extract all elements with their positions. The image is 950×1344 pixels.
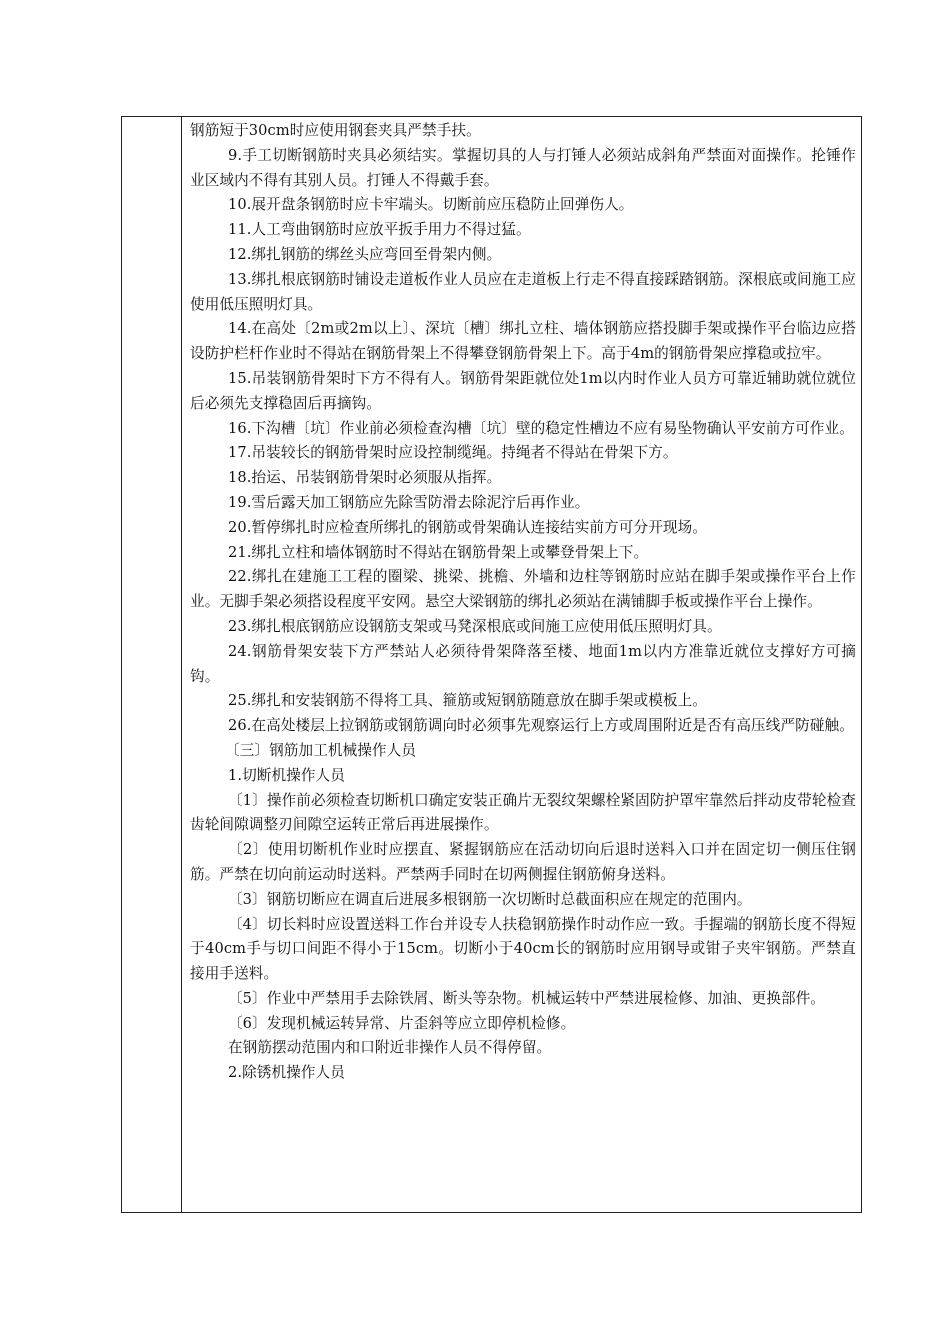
paragraph: 16.下沟槽〔坑〕作业前必须检查沟槽〔坑〕壁的稳定性槽边不应有易坠物确认平安前方可作业。 — [227, 419, 854, 437]
paragraph: 13.绑扎根底钢筋时铺设走道板作业人员应在走道板上行走不得直接踩踏钢筋。深根底或间施工应使用低压照明灯具。 — [190, 270, 856, 313]
paragraph: 11.人工弯曲钢筋时应放平扳手用力不得过猛。 — [227, 221, 531, 239]
paragraph: 17.吊装较长的钢筋骨架时应设控制缆绳。持绳者不得站在骨架下方。 — [227, 444, 678, 462]
paragraph: 25.绑扎和安装钢筋不得将工具、箍筋或短钢筋随意放在脚手架或模板上。 — [227, 692, 707, 710]
paragraph: 14.在高处〔2m或2m以上〕、深坑〔槽〕绑扎立柱、墙体钢筋应搭投脚手架或操作平台临边应搭设防护栏杆作业时不得站在钢筋骨架上不得攀登钢筋骨架上下。高于4m的钢筋骨架应撑稳或拉牢。 — [190, 320, 856, 363]
paragraph: 22.绑扎在建施工工程的圈梁、挑梁、挑檐、外墙和边柱等钢筋时应站在脚手架或操作平台上作业。无脚手架必须搭设程度平安网。悬空大梁钢筋的绑扎必须站在满铺脚手板或操作平台上操作。 — [190, 568, 856, 611]
paragraph: 21.绑扎立柱和墙体钢筋时不得站在钢筋骨架上或攀登骨架上下。 — [227, 543, 649, 561]
table-content-cell — [190, 119, 856, 1086]
paragraph: 9.手工切断钢筋时夹具必须结实。掌握切具的人与打锤人必须站成斜角严禁面对面操作。抡锤作业区域内不得有其别人员。打锤人不得戴手套。 — [190, 146, 856, 189]
subsection-heading: 2.除锈机操作人员 — [227, 1064, 345, 1082]
paragraph: 26.在高处楼层上拉钢筋或钢筋调向时必须事先观察运行上方或周围附近是否有高压线严防碰触。 — [227, 717, 854, 735]
paragraph: 钢筋短于30cm时应使用钢套夹具严禁手扶。 — [190, 122, 481, 139]
paragraph: 〔2〕使用切断机作业时应摆直、紧握钢筋应在活动切向后退时送料入口并在固定切一侧压住钢筋。严禁在切向前运动时送料。严禁两手同时在切两侧握住钢筋俯身送料。 — [190, 841, 856, 883]
paragraph: 〔3〕钢筋切断应在调直后进展多根钢筋一次切断时总截面积应在规定的范围内。 — [227, 890, 752, 908]
paragraph: 15.吊装钢筋骨架时下方不得有人。钢筋骨架距就位处1m以内时作业人员方可靠近辅助就位就位后必须先支撑稳固后再摘钩。 — [190, 369, 856, 412]
paragraph: 〔1〕操作前必须检查切断机口确定安装正确片无裂纹架螺栓紧固防护罩牢靠然后拌动皮带轮检查齿轮间隙调整刃间隙空运转正常后再进展操作。 — [190, 791, 856, 834]
paragraph: 24.钢筋骨架安装下方严禁站人必须待骨架降落至楼、地面1m以内方准靠近就位支撑好方可摘钩。 — [190, 642, 856, 685]
paragraph: 12.绑扎钢筋的绑丝头应弯回至骨架内侧。 — [227, 245, 502, 263]
table-left-column — [122, 117, 182, 1212]
paragraph: 19.雪后露天加工钢筋应先除雪防滑去除泥泞后再作业。 — [227, 493, 590, 511]
paragraph: 18.抬运、吊装钢筋骨架时必须服从指挥。 — [227, 469, 502, 487]
section-heading: 〔三〕钢筋加工机械操作人员 — [225, 741, 417, 759]
subsection-heading: 1.切断机操作人员 — [227, 766, 345, 784]
document-table — [121, 116, 862, 1213]
paragraph: 10.展开盘条钢筋时应卡牢端头。切断前应压稳防止回弹伤人。 — [227, 196, 634, 214]
paragraph: 在钢筋摆动范围内和口附近非操作人员不得停留。 — [227, 1039, 552, 1057]
paragraph: 23.绑扎根底钢筋应设钢筋支架或马凳深根底或间施工应使用低压照明灯具。 — [227, 617, 722, 635]
paragraph: 〔6〕发现机械运转异常、片歪斜等应立即停机检修。 — [227, 1014, 576, 1032]
paragraph: 〔5〕作业中严禁用手去除铁屑、断头等杂物。机械运转中严禁进展检修、加油、更换部件。 — [227, 989, 826, 1007]
paragraph: 20.暂停绑扎时应检查所绑扎的钢筋或骨架确认连接结实前方可分开现场。 — [227, 518, 707, 536]
paragraph: 〔4〕切长料时应设置送料工作台并设专人扶稳钢筋操作时动作应一致。手握端的钢筋长度不得短于40cm手与切口间距不得小于15cm。切断小于40cm长的钢筋时应用钢导或钳子夹牢钢筋。严禁直接用手送料。 — [190, 915, 856, 983]
